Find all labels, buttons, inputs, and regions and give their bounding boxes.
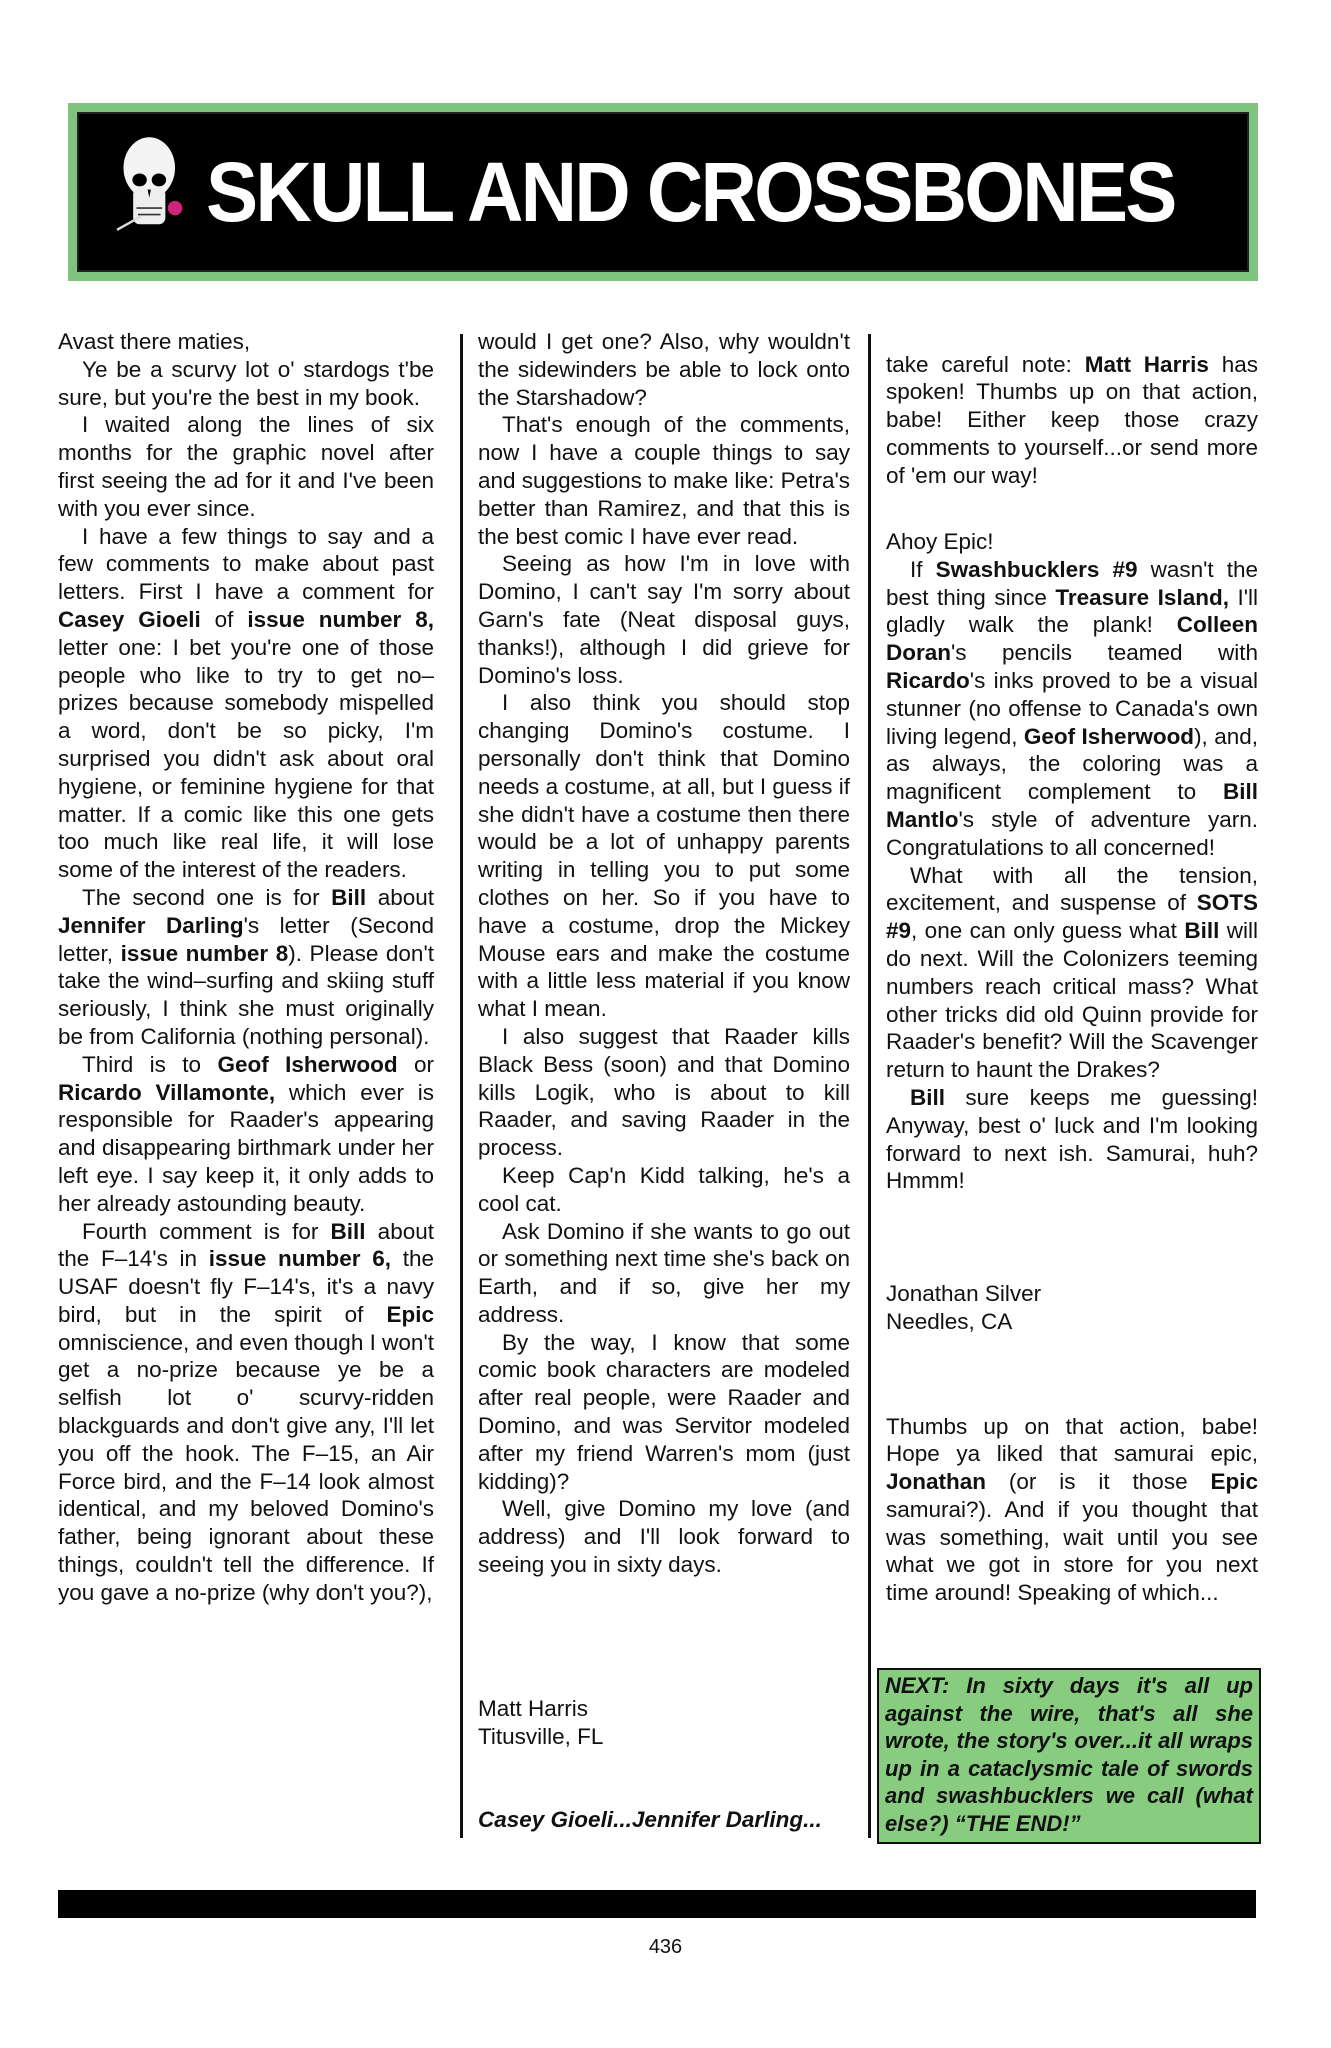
text-run: would I get one? Also, why wouldn't the sidewinders be able to lock onto the Starshadow? <box>478 329 850 410</box>
letter-paragraph <box>886 1084 1258 1195</box>
skull-rose-icon <box>109 117 198 267</box>
text-run: has spoken! Thumbs up on that action, babe! Either keep those crazy comments to yourself...or send more of 'em our way! <box>886 351 1258 488</box>
text-run: 's inks proved to be a visual stunner (no offense to Canada's own living legend, <box>886 667 1258 749</box>
bold-name: Bill <box>331 884 367 910</box>
letter-paragraph <box>58 1051 434 1218</box>
bold-name: Geof Isherwood <box>1023 723 1195 749</box>
letter-paragraph <box>58 411 434 522</box>
bold-name: Matt Harris <box>1084 351 1209 377</box>
text-run: Keep Cap'n Kidd talking, he's a cool cat. <box>478 1162 850 1216</box>
letter-paragraph <box>58 356 434 412</box>
text-run: , one can only guess what <box>911 918 1185 944</box>
text-run: will do next. Will the Colonizers teeming numbers reach critical mass? What other tricks did old Quinn provide for Raader's benefit? Will the Scavenger return to haunt the Drakes? <box>886 918 1259 1083</box>
text-run: The second one is for <box>82 884 332 910</box>
text-run: or <box>397 1051 435 1077</box>
editor-reply-start: Casey Gioeli...Jennifer Darling... <box>478 1807 822 1832</box>
editor-reply-2 <box>886 1390 1258 1630</box>
page-title: SKULL AND CROSSBONES <box>205 144 1175 239</box>
bold-name: Bill Mantlo <box>886 779 1258 832</box>
bold-name: Bill <box>330 1218 366 1244</box>
text-run: I'll gladly walk the plank! <box>886 584 1258 638</box>
text-run: Ye be a scurvy lot o' stardogs t'be sure, but you're the best in my book. <box>58 356 434 410</box>
letter-paragraph <box>478 689 850 1023</box>
letter-paragraph <box>478 1162 850 1218</box>
text-run: which ever is responsible for Raader's appearing and disappearing birthmark under her left eye. I say keep it, it only adds to her already astounding beauty. <box>58 1079 434 1216</box>
bold-name: Ricardo Villamonte, <box>58 1079 276 1105</box>
text-run: ). Please don't take the wind–surfing and skiing stuff seriously, I think she must originally be from California (nothing personal). <box>58 940 434 1049</box>
letter-paragraph <box>58 1218 434 1607</box>
bold-name: Swashbucklers #9 <box>935 556 1138 582</box>
bold-name: issue number 8 <box>120 940 289 966</box>
bold-name: Jennifer Darling <box>58 912 244 938</box>
letter-paragraph <box>478 550 850 689</box>
text-run: about <box>366 884 434 910</box>
text-run: I have a few things to say and a few comments to make about past letters. First I have a comment for <box>58 523 434 605</box>
bold-name: Colleen Doran <box>886 612 1258 666</box>
editor-reply-1 <box>886 328 1258 512</box>
letter-paragraph <box>886 351 1258 490</box>
text-run: I also think you should stop changing Domino's costume. I personally don't think that Domino needs a costume, at all, but I guess if she didn't have a costume then there would be a lot of unhappy parents writing in telling you to put some clothes on her. So if you have to have a costume, drop the Mickey Mouse ears and make the costume with a little less material if you know what I mean. <box>478 690 850 1022</box>
column-divider <box>868 334 871 1838</box>
signature-name: Jonathan Silver <box>886 1281 1042 1306</box>
text-run: take careful note: <box>886 351 1085 377</box>
letter-paragraph <box>58 523 434 884</box>
bold-name: Geof Isherwood <box>217 1051 398 1077</box>
letter-paragraph <box>886 1413 1258 1608</box>
bold-name: Casey Gioeli <box>58 606 201 632</box>
letter-paragraph <box>58 328 434 356</box>
bold-name: Jonathan <box>886 1469 987 1495</box>
next-issue-box: NEXT: In sixty days it's all up against the wire, that's all she wrote, the story's over...it all wraps up in a cataclysmic tale of swords and swashbucklers we call (what else?) “THE END!” <box>877 1668 1261 1844</box>
text-run: If <box>910 556 936 582</box>
text-run: sure keeps me guessing! Anyway, best o' luck and I'm looking forward to next ish. Samurai, huh? Hmmm! <box>886 1084 1258 1194</box>
letter-paragraph <box>58 884 434 1051</box>
letter-paragraph <box>886 528 1258 556</box>
letter-paragraph <box>478 328 850 411</box>
bold-name: Bill <box>1184 918 1220 944</box>
signature-place: Needles, CA <box>886 1308 1013 1334</box>
letter-column-1 <box>58 328 434 1607</box>
text-run: letter one: I bet you're one of those people who like to try to get no–prizes because somebody mispelled a word, don't be so picky, I'm surprised you didn't ask about oral hygiene, or feminine hygiene for that matter. If a comic like this one gets too much like real life, it will lose some of the interest of the readers. <box>58 634 434 883</box>
text-run: Seeing as how I'm in love with Domino, I can't say I'm sorry about Garn's fate (Neat disposal guys, thanks!), although I did grieve for Domino's loss. <box>478 551 850 688</box>
text-run: What with all the tension, excitement, and suspense of <box>886 862 1258 916</box>
bottom-bar <box>58 1890 1256 1918</box>
banner-inner <box>77 112 1249 272</box>
letter-column-2 <box>478 328 850 1579</box>
text-run: Ahoy Epic! <box>886 529 994 554</box>
text-run: Third is to <box>82 1051 218 1077</box>
text-run: I waited along the lines of six months for the graphic novel after first seeing the ad for it and I've been with you ever since. <box>58 412 434 521</box>
text-run: the USAF doesn't fly F–14's, it's a navy bird, but in the spirit of <box>58 1246 435 1327</box>
text-run: ), and, as always, the coloring was a magnificent complement to <box>886 723 1258 805</box>
text-run: about the F–14's in <box>58 1218 434 1272</box>
letter-column-3 <box>886 528 1258 1195</box>
text-run: (or is it those <box>986 1469 1211 1495</box>
bold-name: Ricardo <box>886 667 970 693</box>
letter-paragraph <box>886 862 1258 1084</box>
text-run: Avast there maties, <box>58 329 251 354</box>
letter-paragraph <box>478 1329 850 1496</box>
bold-name: SOTS #9 <box>886 890 1258 944</box>
letter-paragraph <box>478 1023 850 1162</box>
text-run: That's enough of the comments, now I have a couple things to say and suggestions to make like: Petra's better than Ramirez, and that this is the best comic I have ever read. <box>478 412 850 549</box>
column-divider <box>460 334 463 1838</box>
bold-name: Epic <box>1210 1469 1258 1495</box>
letter-paragraph <box>478 1218 850 1329</box>
text-run: By the way, I know that some comic book characters are modeled after real people, were Raader and Domino, and was Servitor modeled after my friend Warren's mom (just kidding)? <box>478 1329 850 1494</box>
text-run: samurai?). And if you thought that was something, wait until you see what we got in store for you next time around! Speaking of which... <box>886 1496 1258 1606</box>
text-run: I also suggest that Raader kills Black Bess (soon) and that Domino kills Logik, who is about to kill Raader, and saving Raader in the process. <box>478 1023 850 1161</box>
bold-name: Epic <box>386 1301 434 1327</box>
text-run: 's pencils teamed with <box>951 640 1258 666</box>
bold-name: issue number 8, <box>247 606 434 632</box>
bold-name: Treasure Island, <box>1055 584 1229 610</box>
text-run: 's letter (Second letter, <box>58 912 435 966</box>
column-banner <box>68 103 1258 281</box>
bold-name: Bill <box>910 1084 946 1110</box>
page-number: 436 <box>648 1936 683 1958</box>
text-run: Ask Domino if she wants to go out or something next time she's back on Earth, and if so, give her my address. <box>478 1218 850 1327</box>
text-run: of <box>200 606 248 632</box>
text-run: Thumbs up on that action, babe! Hope ya liked that samurai epic, <box>886 1413 1258 1467</box>
text-run: Well, give Domino my love (and address) and I'll look forward to seeing you in sixty days. <box>478 1496 850 1578</box>
letter-paragraph <box>886 556 1258 862</box>
text-run: wasn't the best thing since <box>886 556 1259 610</box>
letter-paragraph <box>478 411 850 550</box>
text-run: omniscience, and even though I won't get a no-prize because ye be a selfish lot o' scurvy-ridden blackguards and don't give any, I'll let you off the hook. The F–15, an Air Force bird, and the F–14 look almost identical, and my beloved Domino's father, being ignorant about these things, couldn't tell the difference. If you gave a no-prize (why don't you?), <box>58 1329 434 1605</box>
signature-jonathan-silver <box>886 1280 1258 1336</box>
letter-paragraph <box>478 1495 850 1578</box>
signature-matt-harris <box>478 1695 850 1751</box>
signature-place: Titusville, FL <box>478 1723 604 1749</box>
bold-name: issue number 6, <box>208 1246 392 1272</box>
text-run: 's style of adventure yarn. Congratulations to all concerned! <box>886 806 1258 860</box>
text-run: Fourth comment is for <box>82 1218 331 1244</box>
signature-name: Matt Harris <box>478 1696 589 1721</box>
